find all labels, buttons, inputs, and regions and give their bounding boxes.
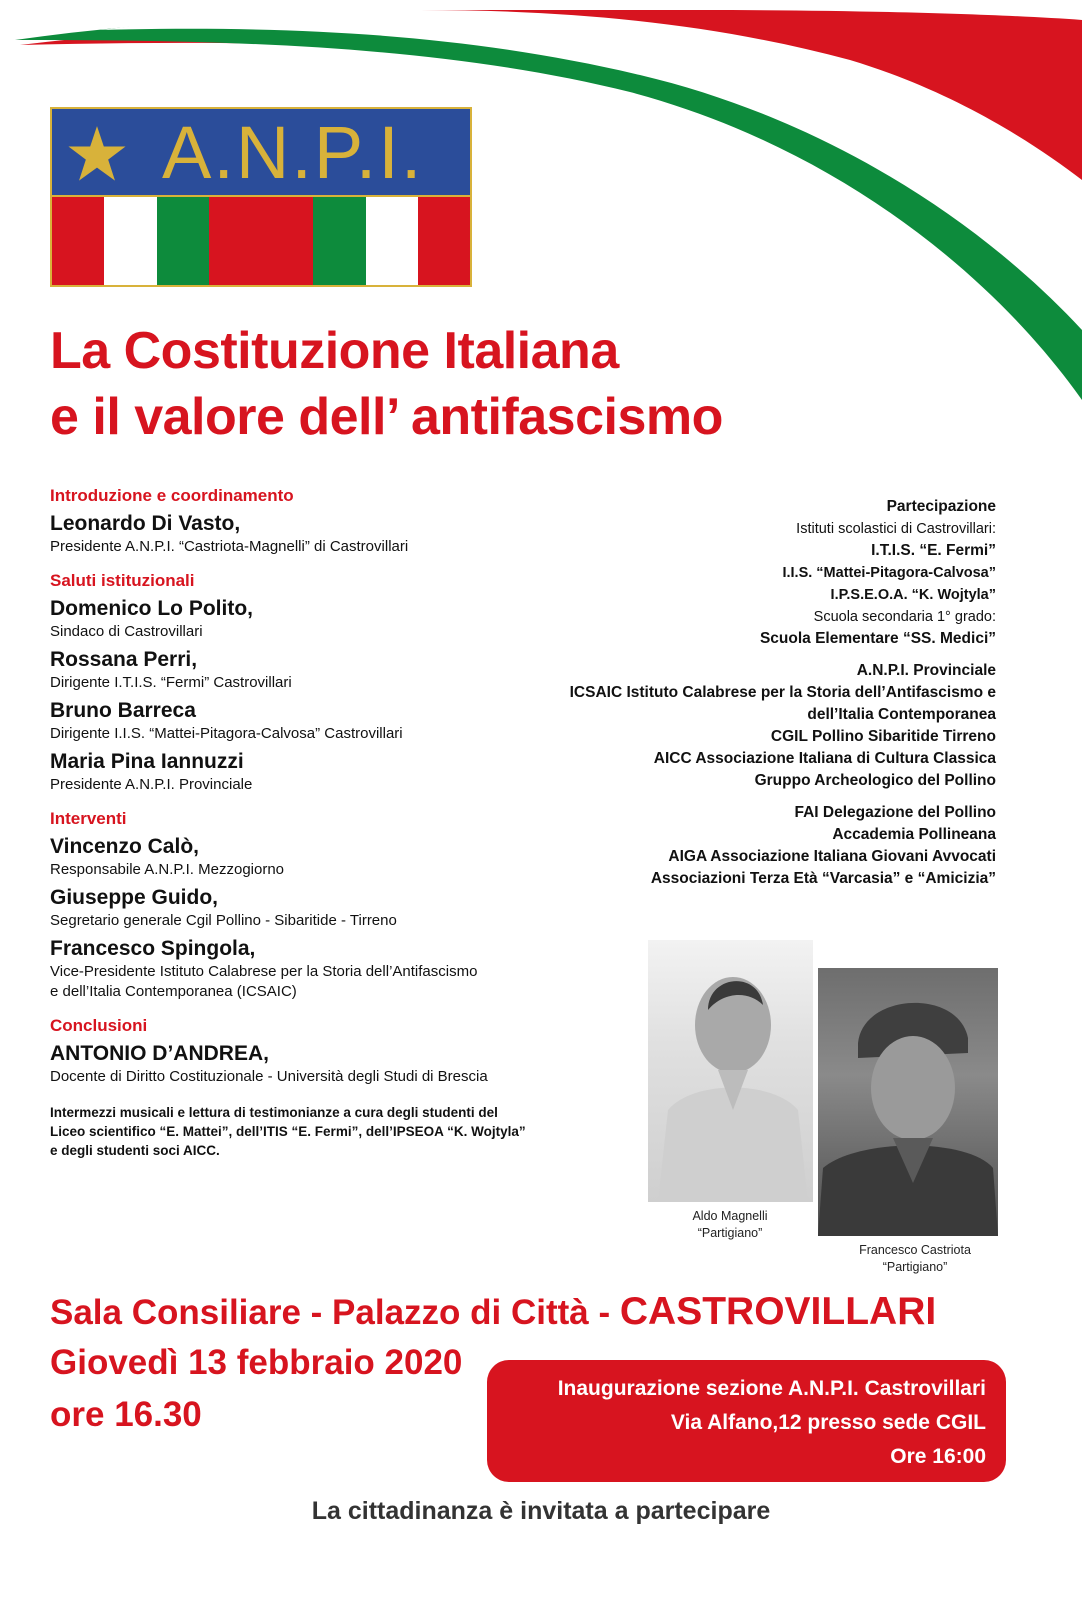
note-line: e degli studenti soci AICC.: [50, 1143, 220, 1158]
organization: Gruppo Archeologico del Pollino: [754, 772, 996, 789]
speaker-role: Presidente A.N.P.I. “Castriota-Magnelli” di Castrovillari: [50, 538, 409, 555]
speaker-name: ANTONIO D’ANDREA,: [50, 1042, 269, 1065]
invitation-text: La cittadinanza è invitata a partecipare: [311, 1497, 771, 1525]
speaker-name: Giuseppe Guido,: [50, 886, 219, 909]
speaker-role: Docente di Diritto Costituzionale - Università degli Studi di Brescia: [50, 1068, 488, 1085]
inauguration-box: [487, 1360, 1006, 1482]
organization: AICC Associazione Italiana di Cultura Classica: [653, 750, 996, 767]
speaker-role: Vice-Presidente Istituto Calabrese per la Storia dell’Antifascismo: [50, 963, 478, 980]
note-line: Liceo scientifico “E. Mattei”, dell’ITIS “E. Fermi”, dell’IPSEOA “K. Wojtyla”: [50, 1124, 526, 1139]
photo-caption: [655, 1208, 805, 1242]
inauguration-time: Ore 16:00: [890, 1445, 986, 1468]
note-line: Intermezzi musicali e lettura di testimonianze a cura degli studenti del: [50, 1105, 498, 1120]
speaker-role: Dirigente I.I.S. “Mattei-Pitagora-Calvosa” Castrovillari: [50, 725, 403, 742]
speaker-name: Leonardo Di Vasto,: [50, 512, 241, 535]
speaker-name: Bruno Barreca: [50, 699, 196, 722]
speaker-role: Dirigente I.T.I.S. “Fermi” Castrovillari: [50, 674, 292, 691]
speaker: [50, 646, 610, 693]
caption-title: “Partigiano”: [882, 1260, 948, 1274]
speaker: [50, 884, 610, 931]
portrait-photo-francesco-castriota: [818, 968, 998, 1236]
organization: FAI Delegazione del Pollino: [794, 804, 996, 821]
speaker-name: Rossana Perri,: [50, 648, 198, 671]
school: I.P.S.E.O.A. “K. Wojtyla”: [830, 587, 996, 603]
speaker-role: Sindaco di Castrovillari: [50, 623, 203, 640]
caption-name: Aldo Magnelli: [692, 1209, 768, 1223]
logo-text: A.N.P.I.: [162, 111, 424, 194]
anpi-logo: [50, 107, 472, 287]
saluti-label: Saluti istituzionali: [50, 571, 195, 590]
speaker-role-continued: e dell’Italia Contemporanea (ICSAIC): [50, 983, 297, 1000]
conclusioni-label: Conclusioni: [50, 1016, 148, 1035]
logo-top: [50, 107, 472, 195]
logo-flag-stripes: [50, 195, 472, 287]
organization: AIGA Associazione Italiana Giovani Avvocati: [668, 848, 996, 865]
venue-city: CASTROVILLARI: [619, 1290, 937, 1333]
inauguration-title: Inaugurazione sezione A.N.P.I. Castrovillari: [557, 1377, 986, 1400]
speaker-name: Vincenzo Calò,: [50, 835, 199, 858]
speaker: [50, 748, 610, 795]
program-column: [50, 486, 610, 1160]
speaker: [50, 833, 610, 880]
speaker: [50, 1040, 610, 1087]
speaker-role: Segretario generale Cgil Pollino - Sibaritide - Tirreno: [50, 912, 397, 929]
caption-title: “Partigiano”: [697, 1226, 763, 1240]
schools-intro: Istituti scolastici di Castrovillari:: [796, 521, 996, 537]
venue-place: Sala Consiliare - Palazzo di Città -: [50, 1293, 620, 1332]
organization: A.N.P.I. Provinciale: [856, 662, 996, 679]
event-time: ore 16.30: [50, 1395, 202, 1434]
speaker: [50, 697, 610, 744]
organization: Associazioni Terza Età “Varcasia” e “Amicizia”: [650, 870, 996, 887]
speaker: [50, 510, 610, 557]
participation-column: [536, 496, 996, 890]
speaker-role: Presidente A.N.P.I. Provinciale: [50, 776, 253, 793]
school: I.T.I.S. “E. Fermi”: [871, 542, 996, 559]
organization: ICSAIC Istituto Calabrese per la Storia dell’Antifascismo e: [569, 684, 996, 701]
music-note: [50, 1103, 550, 1160]
portrait-silhouette-icon: [648, 940, 813, 1202]
partecipazione-label: Partecipazione: [886, 498, 996, 515]
speaker-name: Francesco Spingola,: [50, 937, 256, 960]
organization: CGIL Pollino Sibaritide Tirreno: [770, 728, 996, 745]
school: Scuola Elementare “SS. Medici”: [759, 630, 996, 647]
caption-name: Francesco Castriota: [859, 1243, 971, 1257]
title-line-2: e il valore dell’ antifascismo: [50, 388, 723, 446]
photo-caption: [830, 1242, 1000, 1276]
interventi-label: Interventi: [50, 809, 127, 828]
inauguration-address: Via Alfano,12 presso sede CGIL: [670, 1411, 986, 1434]
portrait-photo-aldo-magnelli: [648, 940, 813, 1202]
venue: [50, 1288, 936, 1337]
star-icon: [66, 123, 128, 185]
speaker-role: Responsabile A.N.P.I. Mezzogiorno: [50, 861, 285, 878]
speaker: [50, 935, 610, 1002]
speaker-name: Maria Pina Iannuzzi: [50, 750, 244, 773]
organization: dell’Italia Contemporanea: [807, 706, 996, 723]
page-title: [50, 318, 723, 450]
intro-label: Introduzione e coordinamento: [50, 486, 294, 505]
speaker: [50, 595, 610, 642]
portrait-silhouette-icon: [818, 968, 998, 1236]
secondary-intro: Scuola secondaria 1° grado:: [813, 609, 996, 625]
organization: Accademia Pollineana: [832, 826, 996, 843]
speaker-name: Domenico Lo Polito,: [50, 597, 253, 620]
event-date: Giovedì 13 febbraio 2020: [50, 1343, 463, 1382]
school: I.I.S. “Mattei-Pitagora-Calvosa”: [782, 565, 996, 581]
title-line-1: La Costituzione Italiana: [50, 322, 619, 380]
